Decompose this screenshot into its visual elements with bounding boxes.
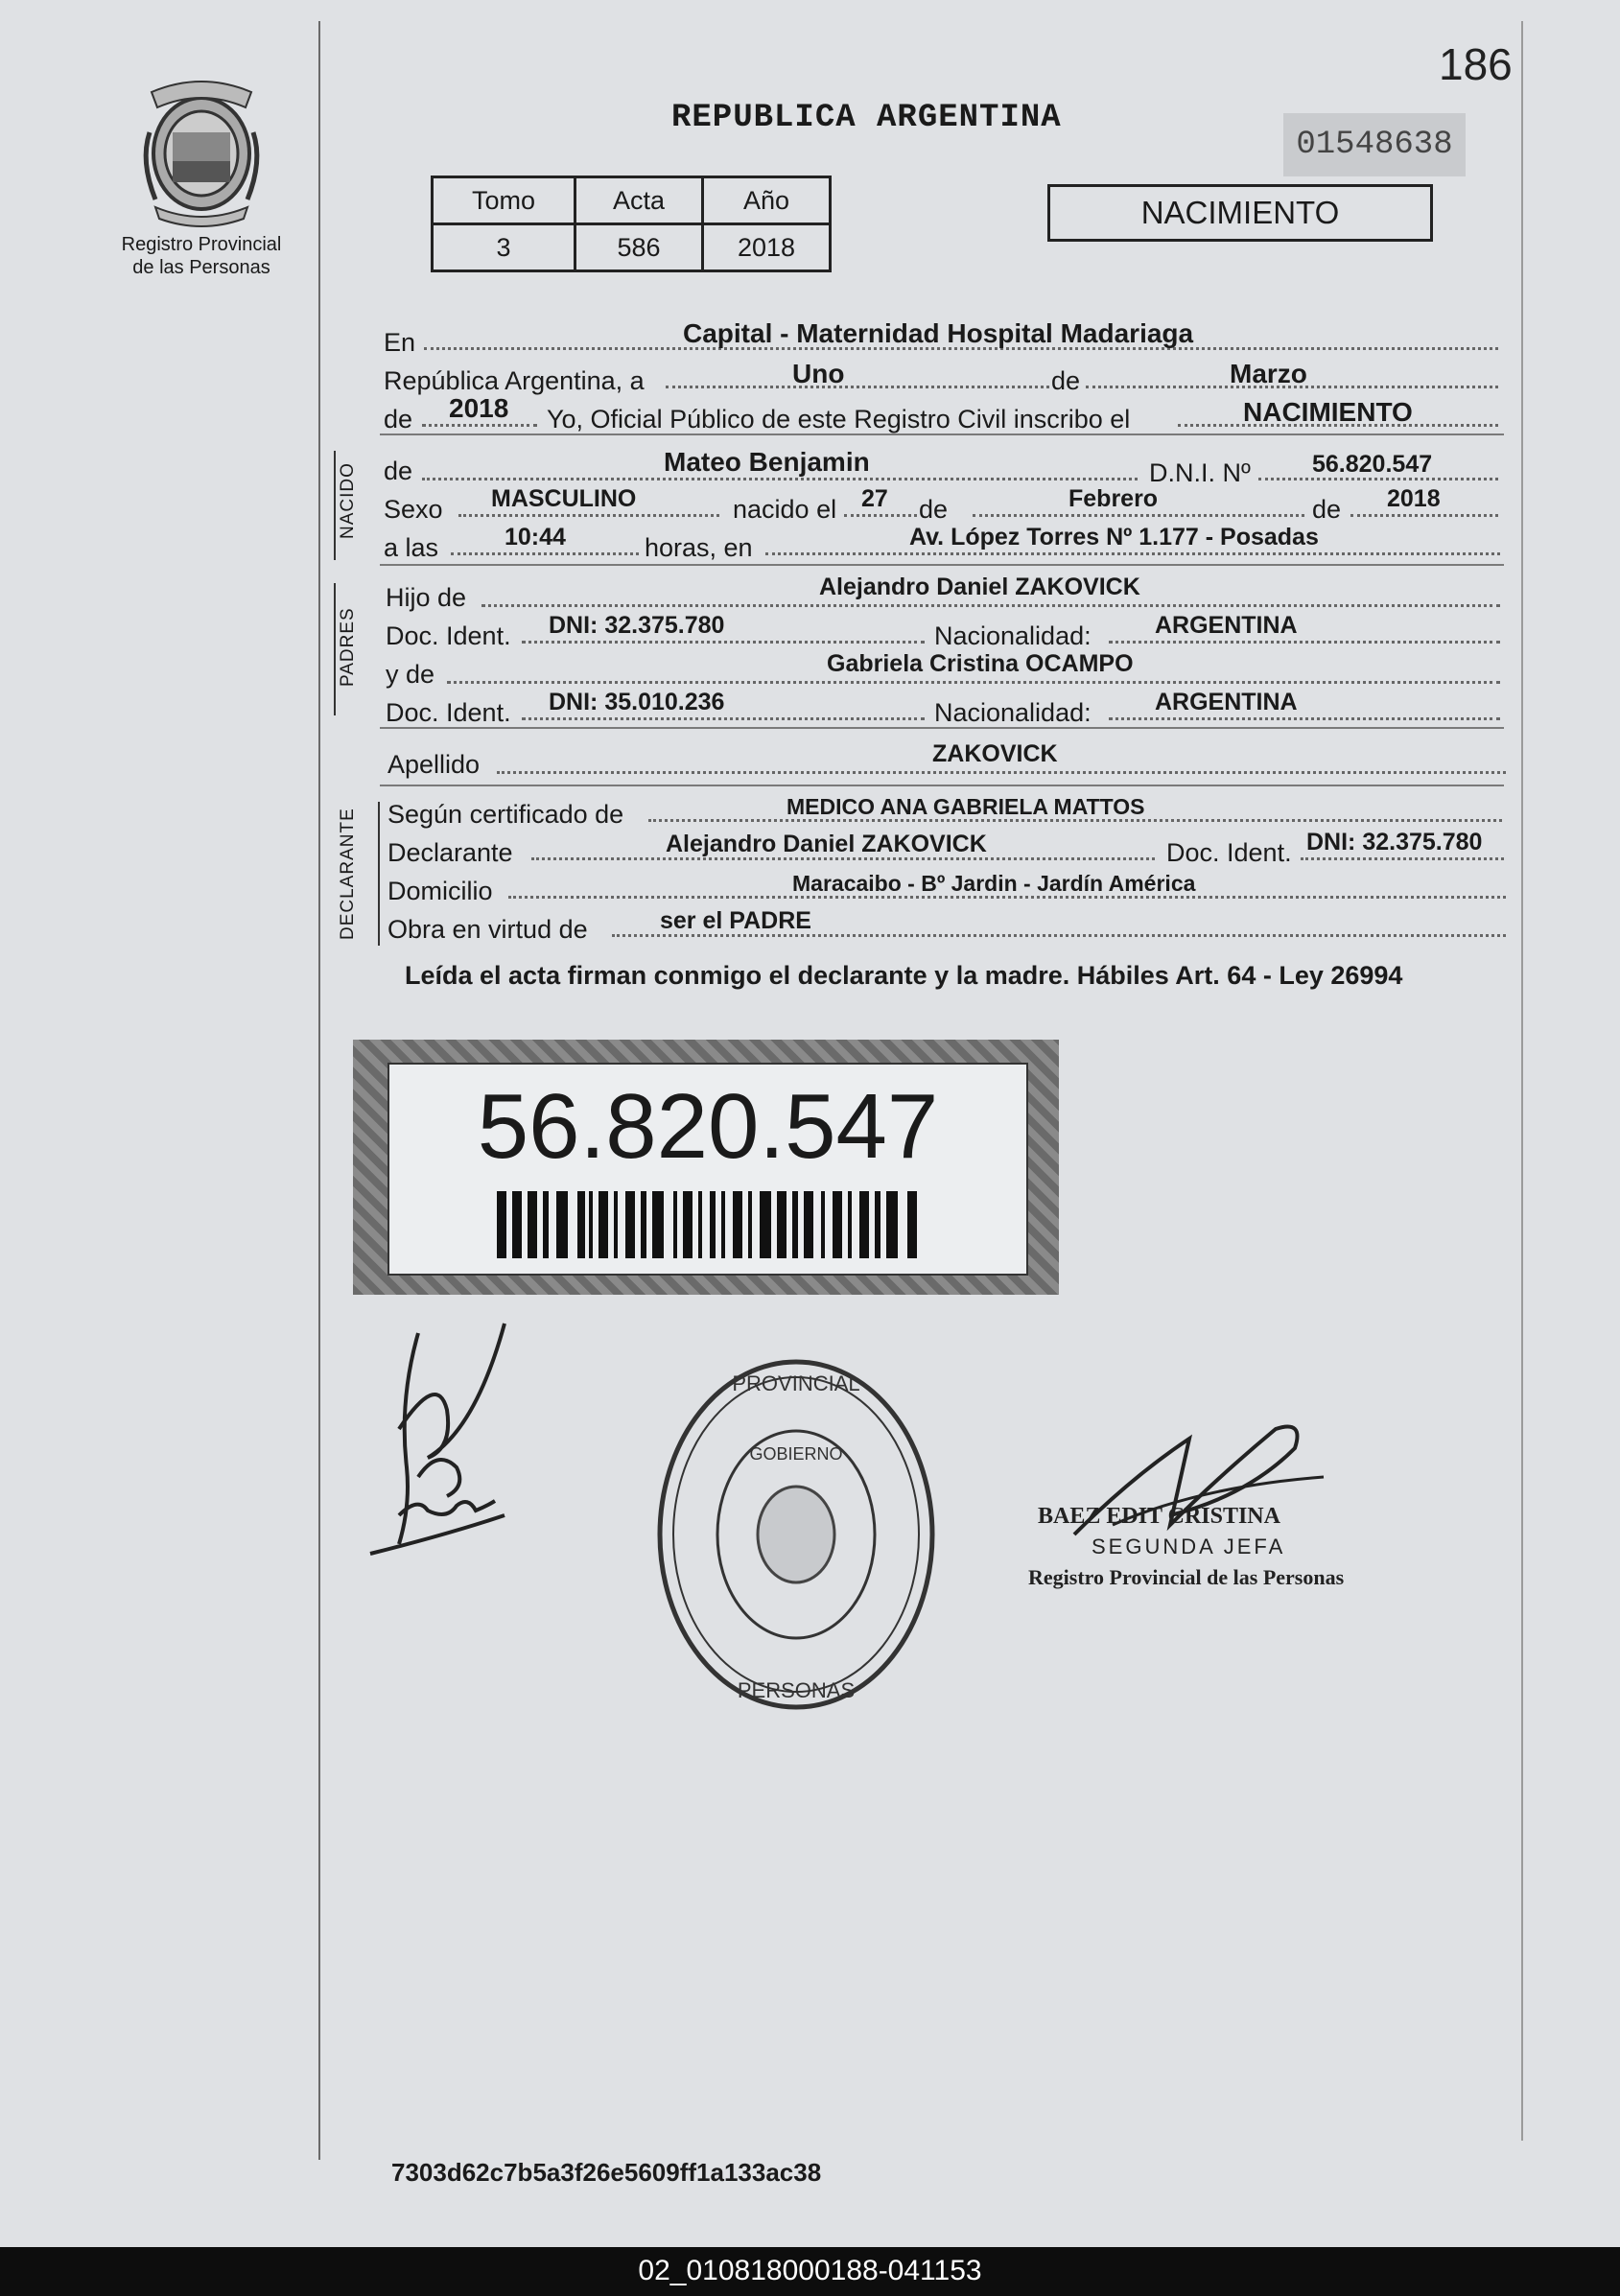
father-doc: DNI: 32.375.780 [549, 612, 725, 639]
label-declarante: Declarante [387, 838, 513, 867]
value-acta: 586 [575, 224, 703, 271]
label-certificado: Según certificado de [387, 800, 624, 829]
registration-year: 2018 [449, 393, 509, 423]
birth-month: Febrero [1068, 485, 1159, 512]
mother-name: Gabriela Cristina OCAMPO [827, 650, 1134, 677]
separator [380, 727, 1504, 729]
separator [380, 433, 1504, 435]
mother-doc: DNI: 35.010.236 [549, 689, 725, 715]
birth-address: Av. López Torres Nº 1.177 - Posadas [909, 524, 1319, 551]
official-role: SEGUNDA JEFA [1092, 1535, 1286, 1558]
label-domicilio: Domicilio [387, 877, 493, 905]
province-emblem-icon [130, 75, 272, 228]
child-dni: 56.820.547 [1312, 451, 1433, 478]
declarant-doc: DNI: 32.375.780 [1306, 829, 1483, 855]
tomo-acta-ano-table [431, 176, 832, 272]
registration-month: Marzo [1230, 359, 1307, 388]
closing-note: Leída el acta firman conmigo el declarante y la madre. Hábiles Art. 64 - Ley 26994 [405, 961, 1403, 990]
official-signature-icon [1055, 1419, 1343, 1554]
side-label-declarante: DECLARANTE [338, 808, 358, 940]
father-name: Alejandro Daniel ZAKOVICK [819, 574, 1140, 600]
label-birth-de2: de [1312, 495, 1342, 524]
svg-text:GOBIERNO: GOBIERNO [749, 1444, 843, 1464]
birth-hour: 10:44 [505, 524, 566, 551]
header-ano: Año [703, 177, 831, 224]
declarant-address: Maracaibo - Bº Jardin - Jardín América [792, 871, 1196, 896]
label-apellido: Apellido [387, 750, 481, 779]
label-mother-doc: Doc. Ident. [386, 698, 511, 727]
dotted-line [497, 769, 1506, 774]
official-name: BAEZ EDIT CRISTINA [1038, 1504, 1280, 1529]
certificate-issuer: MEDICO ANA GABRIELA MATTOS [787, 794, 1145, 819]
label-hijo-de: Hijo de [386, 583, 467, 612]
separator [380, 564, 1504, 566]
declarant-relation: ser el PADRE [660, 907, 811, 934]
label-mother-nationality: Nacionalidad: [934, 698, 1092, 727]
right-margin-line [1521, 21, 1523, 2141]
id-number-stamp [353, 1040, 1059, 1295]
svg-text:PROVINCIAL: PROVINCIAL [732, 1371, 860, 1395]
dotted-line [666, 384, 1049, 388]
svg-text:PERSONAS: PERSONAS [737, 1678, 856, 1702]
label-dni: D.N.I. Nº [1149, 458, 1251, 487]
registry-caption-line2: de las Personas [132, 257, 270, 278]
father-nationality: ARGENTINA [1155, 612, 1298, 639]
footer-id: 02_010818000188-041153 [638, 2255, 982, 2286]
child-sexo: MASCULINO [491, 485, 637, 512]
label-de-name: de [384, 457, 413, 485]
footer-bar [0, 2247, 1620, 2296]
mother-nationality: ARGENTINA [1155, 689, 1298, 715]
birth-day: 27 [861, 485, 888, 512]
section-bar-padres [334, 583, 336, 715]
registration-day: Uno [792, 359, 845, 388]
inscribe-value: NACIMIENTO [1243, 397, 1413, 427]
label-de-month: de [1051, 366, 1081, 395]
separator [380, 785, 1504, 786]
document-hash: 7303d62c7b5a3f26e5609ff1a133ac38 [391, 2158, 822, 2187]
declarant-signature-icon [361, 1314, 524, 1563]
birth-place: Capital - Maternidad Hospital Madariaga [683, 318, 1194, 348]
label-obra: Obra en virtud de [387, 915, 588, 944]
left-margin-line [318, 21, 320, 2160]
label-a-las: a las [384, 533, 439, 562]
label-sexo: Sexo [384, 495, 443, 524]
header-acta: Acta [575, 177, 703, 224]
barcode-icon [497, 1191, 919, 1258]
inscribe-text: Yo, Oficial Público de este Registro Civil inscribo el [547, 405, 1131, 433]
official-office: Registro Provincial de las Personas [1028, 1565, 1345, 1589]
surname-value: ZAKOVICK [932, 740, 1058, 767]
id-number: 56.820.547 [477, 1075, 939, 1178]
side-label-nacido: NACIDO [338, 462, 358, 539]
official-seal-icon [652, 1352, 940, 1717]
value-ano: 2018 [703, 224, 831, 271]
child-name: Mateo Benjamin [664, 447, 870, 477]
id-number-panel [387, 1063, 1028, 1276]
label-horas-en: horas, en [645, 533, 753, 562]
label-nacido-el: nacido el [733, 495, 837, 524]
value-tomo: 3 [433, 224, 575, 271]
label-en: En [384, 328, 416, 357]
label-declarant-doc: Doc. Ident. [1166, 838, 1292, 867]
header-tomo: Tomo [433, 177, 575, 224]
label-de-year: de [384, 405, 413, 433]
label-father-nationality: Nacionalidad: [934, 621, 1092, 650]
registry-caption [106, 233, 297, 279]
label-republica: República Argentina, a [384, 366, 645, 395]
declarant-name: Alejandro Daniel ZAKOVICK [666, 831, 987, 857]
birth-year: 2018 [1387, 485, 1441, 512]
side-label-padres: PADRES [338, 607, 358, 687]
dotted-line [447, 679, 1500, 684]
serial-number: 01548638 [1283, 113, 1466, 176]
dotted-line [481, 602, 1500, 607]
page-number: 186 [1439, 39, 1513, 89]
section-bar-declarante [378, 802, 380, 946]
label-father-doc: Doc. Ident. [386, 621, 511, 650]
registry-caption-line1: Registro Provincial [121, 234, 282, 255]
record-type-box: NACIMIENTO [1047, 184, 1433, 242]
label-birth-de: de [919, 495, 949, 524]
document-title: REPUBLICA ARGENTINA [671, 100, 1062, 136]
label-y-de: y de [386, 660, 435, 689]
section-bar-nacido [334, 451, 336, 560]
